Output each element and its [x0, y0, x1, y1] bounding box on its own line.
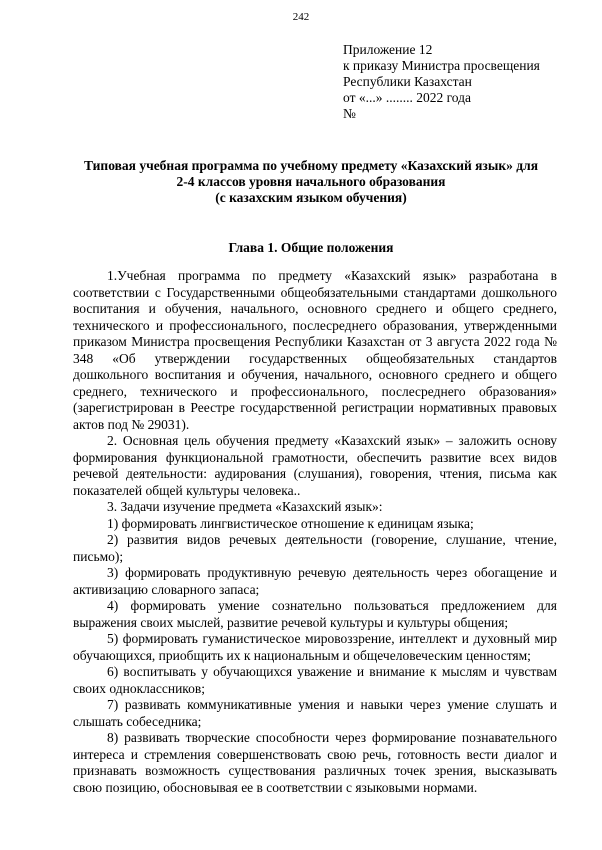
title-line: (с казахским языком обучения) — [215, 190, 407, 205]
document-title — [60, 158, 562, 206]
paragraph: 3) формировать продуктивную речевую деятельность через обогащение и активизацию словарного запаса; — [73, 565, 557, 597]
body-text — [73, 268, 557, 796]
appendix-line: к приказу Министра просвещения — [343, 58, 540, 73]
paragraph: 2. Основная цель обучения предмету «Казахский язык» – заложить основу формирования функциональной грамотности, обеспечить развитие всех видов речевой деятельности: аудирования (слушания), говорения, чтения, письма как показателей общей культуры человека.. — [73, 433, 557, 498]
title-line: Типовая учебная программа по учебному предмету «Казахский язык» для — [83, 158, 539, 173]
paragraph: 4) формировать умение сознательно пользоваться предложением для выражения своих мыслей, развитие речевой культуры и культуры общения; — [73, 598, 557, 630]
paragraph: 2) развития видов речевых деятельности (говорение, слушание, чтение, письмо); — [73, 532, 557, 564]
paragraph: 5) формировать гуманистическое мировоззрение, интеллект и духовный мир обучающихся, приобщить их к национальным и общечеловеческим ценностям; — [73, 631, 557, 663]
chapter-title: Глава 1. Общие положения — [228, 240, 394, 255]
appendix-block — [343, 42, 540, 122]
paragraph: 7) развивать коммуникативные умения и навыки через умение слушать и слышать собеседника; — [73, 697, 557, 729]
paragraph: 1) формировать лингвистическое отношение к единицам языка; — [107, 515, 474, 531]
title-line: 2-4 классов уровня начального образования — [176, 174, 446, 189]
appendix-line: № — [343, 106, 356, 121]
appendix-line: Приложение 12 — [343, 42, 433, 57]
appendix-line: Республики Казахстан — [343, 74, 472, 89]
appendix-line: от «...» ........ 2022 года — [343, 90, 472, 105]
paragraph: 1.Учебная программа по предмету «Казахский язык» разработана в соответствии с Государственными общеобязательными стандартами дошкольного воспитания и обучения, начального, основного среднего и общего среднего, технического и профессионального, послесреднего образования, утвержденными приказом Министра просвещения Республики Казахстан от 3 августа 2022 года № 348 «Об утверждении государственных общеобязательных стандартов дошкольного воспитания и обучения, начального, основного среднего и общего среднего, технического и профессионального, послесреднего образования» (зарегистрирован в Реестре государственной регистрации нормативных правовых актов под № 29031). — [73, 268, 557, 432]
paragraph: 3. Задачи изучение предмета «Казахский язык»: — [107, 499, 383, 514]
page-number: 242 — [292, 11, 310, 23]
paragraph: 8) развивать творческие способности через формирование познавательного интереса и стремления совершенствовать свою речь, готовность вести диалог и признавать возможность существования различных точек зрения, высказывать свою позицию, обосновывая ее в соответствии с языковыми нормами. — [73, 730, 557, 795]
paragraph: 6) воспитывать у обучающихся уважение и внимание к мыслям и чувствам своих одноклассников; — [73, 664, 557, 696]
